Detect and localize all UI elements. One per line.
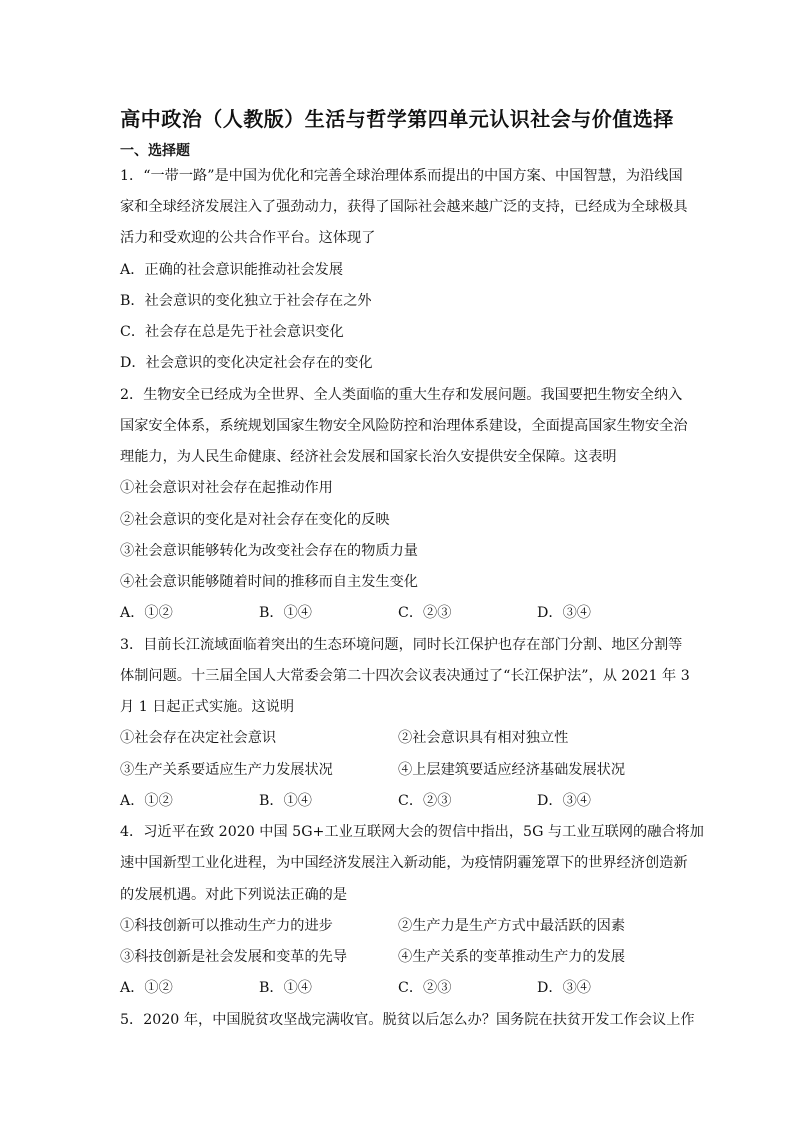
q3-statement-1: ①社会存在决定社会意识 bbox=[120, 730, 277, 746]
q2-stem-line-3: 理能力，为人民生命健康、经济社会发展和国家长治久安提供安全保障。这表明 bbox=[120, 449, 617, 465]
q3-choice-d: D．③④ bbox=[537, 793, 591, 809]
q1-option-c: C．社会存在总是先于社会意识变化 bbox=[120, 324, 344, 340]
q2-stem-line-2: 国家安全体系，系统规划国家生物安全风险防控和治理体系建设，全面提高国家生物安全治 bbox=[120, 418, 688, 434]
q2-statement-2: ②社会意识的变化是对社会存在变化的反映 bbox=[120, 512, 390, 528]
q4-statement-1: ①科技创新可以推动生产力的进步 bbox=[120, 918, 333, 934]
q4-stem-line-2: 速中国新型工业化进程，为中国经济发展注入新动能，为疫情阴霾笼罩下的世界经济创造新 bbox=[120, 855, 688, 871]
q1-option-a: A．正确的社会意识能推动社会发展 bbox=[120, 262, 344, 278]
q2-choice-a: A．①② bbox=[120, 605, 173, 621]
q2-choice-b: B．①④ bbox=[259, 605, 312, 621]
q4-choice-c: C．②③ bbox=[398, 980, 452, 996]
q4-statement-3: ③科技创新是社会发展和变革的先导 bbox=[120, 949, 348, 965]
section-heading: 一、选择题 bbox=[120, 143, 190, 159]
q1-stem-line-2: 家和全球经济发展注入了强劲动力，获得了国际社会越来越广泛的支持，已经成为全球极具 bbox=[120, 199, 688, 215]
q4-choice-a: A．①② bbox=[120, 980, 173, 996]
q4-choice-d: D．③④ bbox=[537, 980, 591, 996]
q3-stem-line-3: 月 1 日起正式实施。这说明 bbox=[120, 699, 295, 715]
q4-choice-b: B．①④ bbox=[259, 980, 312, 996]
q4-stem-line-1: 4．习近平在致 2020 中国 5G+工业互联网大会的贺信中指出，5G 与工业互联网的融合将加 bbox=[120, 824, 704, 840]
q2-statement-4: ④社会意识能够随着时间的推移而自主发生变化 bbox=[120, 574, 418, 590]
q2-choice-c: C．②③ bbox=[398, 605, 452, 621]
q2-statement-1: ①社会意识对社会存在起推动作用 bbox=[120, 480, 333, 496]
q2-choice-d: D．③④ bbox=[537, 605, 591, 621]
q4-statement-4: ④生产关系的变革推动生产力的发展 bbox=[398, 949, 626, 965]
q3-choice-b: B．①④ bbox=[259, 793, 312, 809]
q3-statement-4: ④上层建筑要适应经济基础发展状况 bbox=[398, 762, 626, 778]
q1-stem-line-3: 活力和受欢迎的公共合作平台。这体现了 bbox=[120, 230, 376, 246]
q3-stem-line-2: 体制问题。十三届全国人大常委会第二十四次会议表决通过了“长江保护法”，从 2021 年 3 bbox=[120, 668, 690, 684]
q3-choice-a: A．①② bbox=[120, 793, 173, 809]
q1-option-d: D．社会意识的变化决定社会存在的变化 bbox=[120, 355, 373, 371]
q5-stem-line-1: 5．2020 年，中国脱贫攻坚战完满收官。脱贫以后怎么办？国务院在扶贫开发工作会议上作 bbox=[120, 1012, 695, 1028]
q1-option-b: B．社会意识的变化独立于社会存在之外 bbox=[120, 293, 372, 309]
q3-statement-2: ②社会意识具有相对独立性 bbox=[398, 730, 569, 746]
q1-stem-line-1: 1．“一带一路”是中国为优化和完善全球治理体系而提出的中国方案、中国智慧，为沿线国 bbox=[120, 168, 683, 184]
q3-statement-3: ③生产关系要适应生产力发展状况 bbox=[120, 762, 333, 778]
q4-statement-2: ②生产力是生产方式中最活跃的因素 bbox=[398, 918, 626, 934]
q3-choice-c: C．②③ bbox=[398, 793, 452, 809]
q4-stem-line-3: 的发展机遇。对此下列说法正确的是 bbox=[120, 887, 348, 903]
q2-stem-line-1: 2．生物安全已经成为全世界、全人类面临的重大生存和发展问题。我国要把生物安全纳入 bbox=[120, 387, 683, 403]
q3-stem-line-1: 3．目前长江流域面临着突出的生态环境问题，同时长江保护也存在部门分割、地区分割等 bbox=[120, 637, 683, 653]
document-title: 高中政治（人教版）生活与哲学第四单元认识社会与价值选择 bbox=[120, 107, 674, 131]
q2-statement-3: ③社会意识能够转化为改变社会存在的物质力量 bbox=[120, 543, 418, 559]
